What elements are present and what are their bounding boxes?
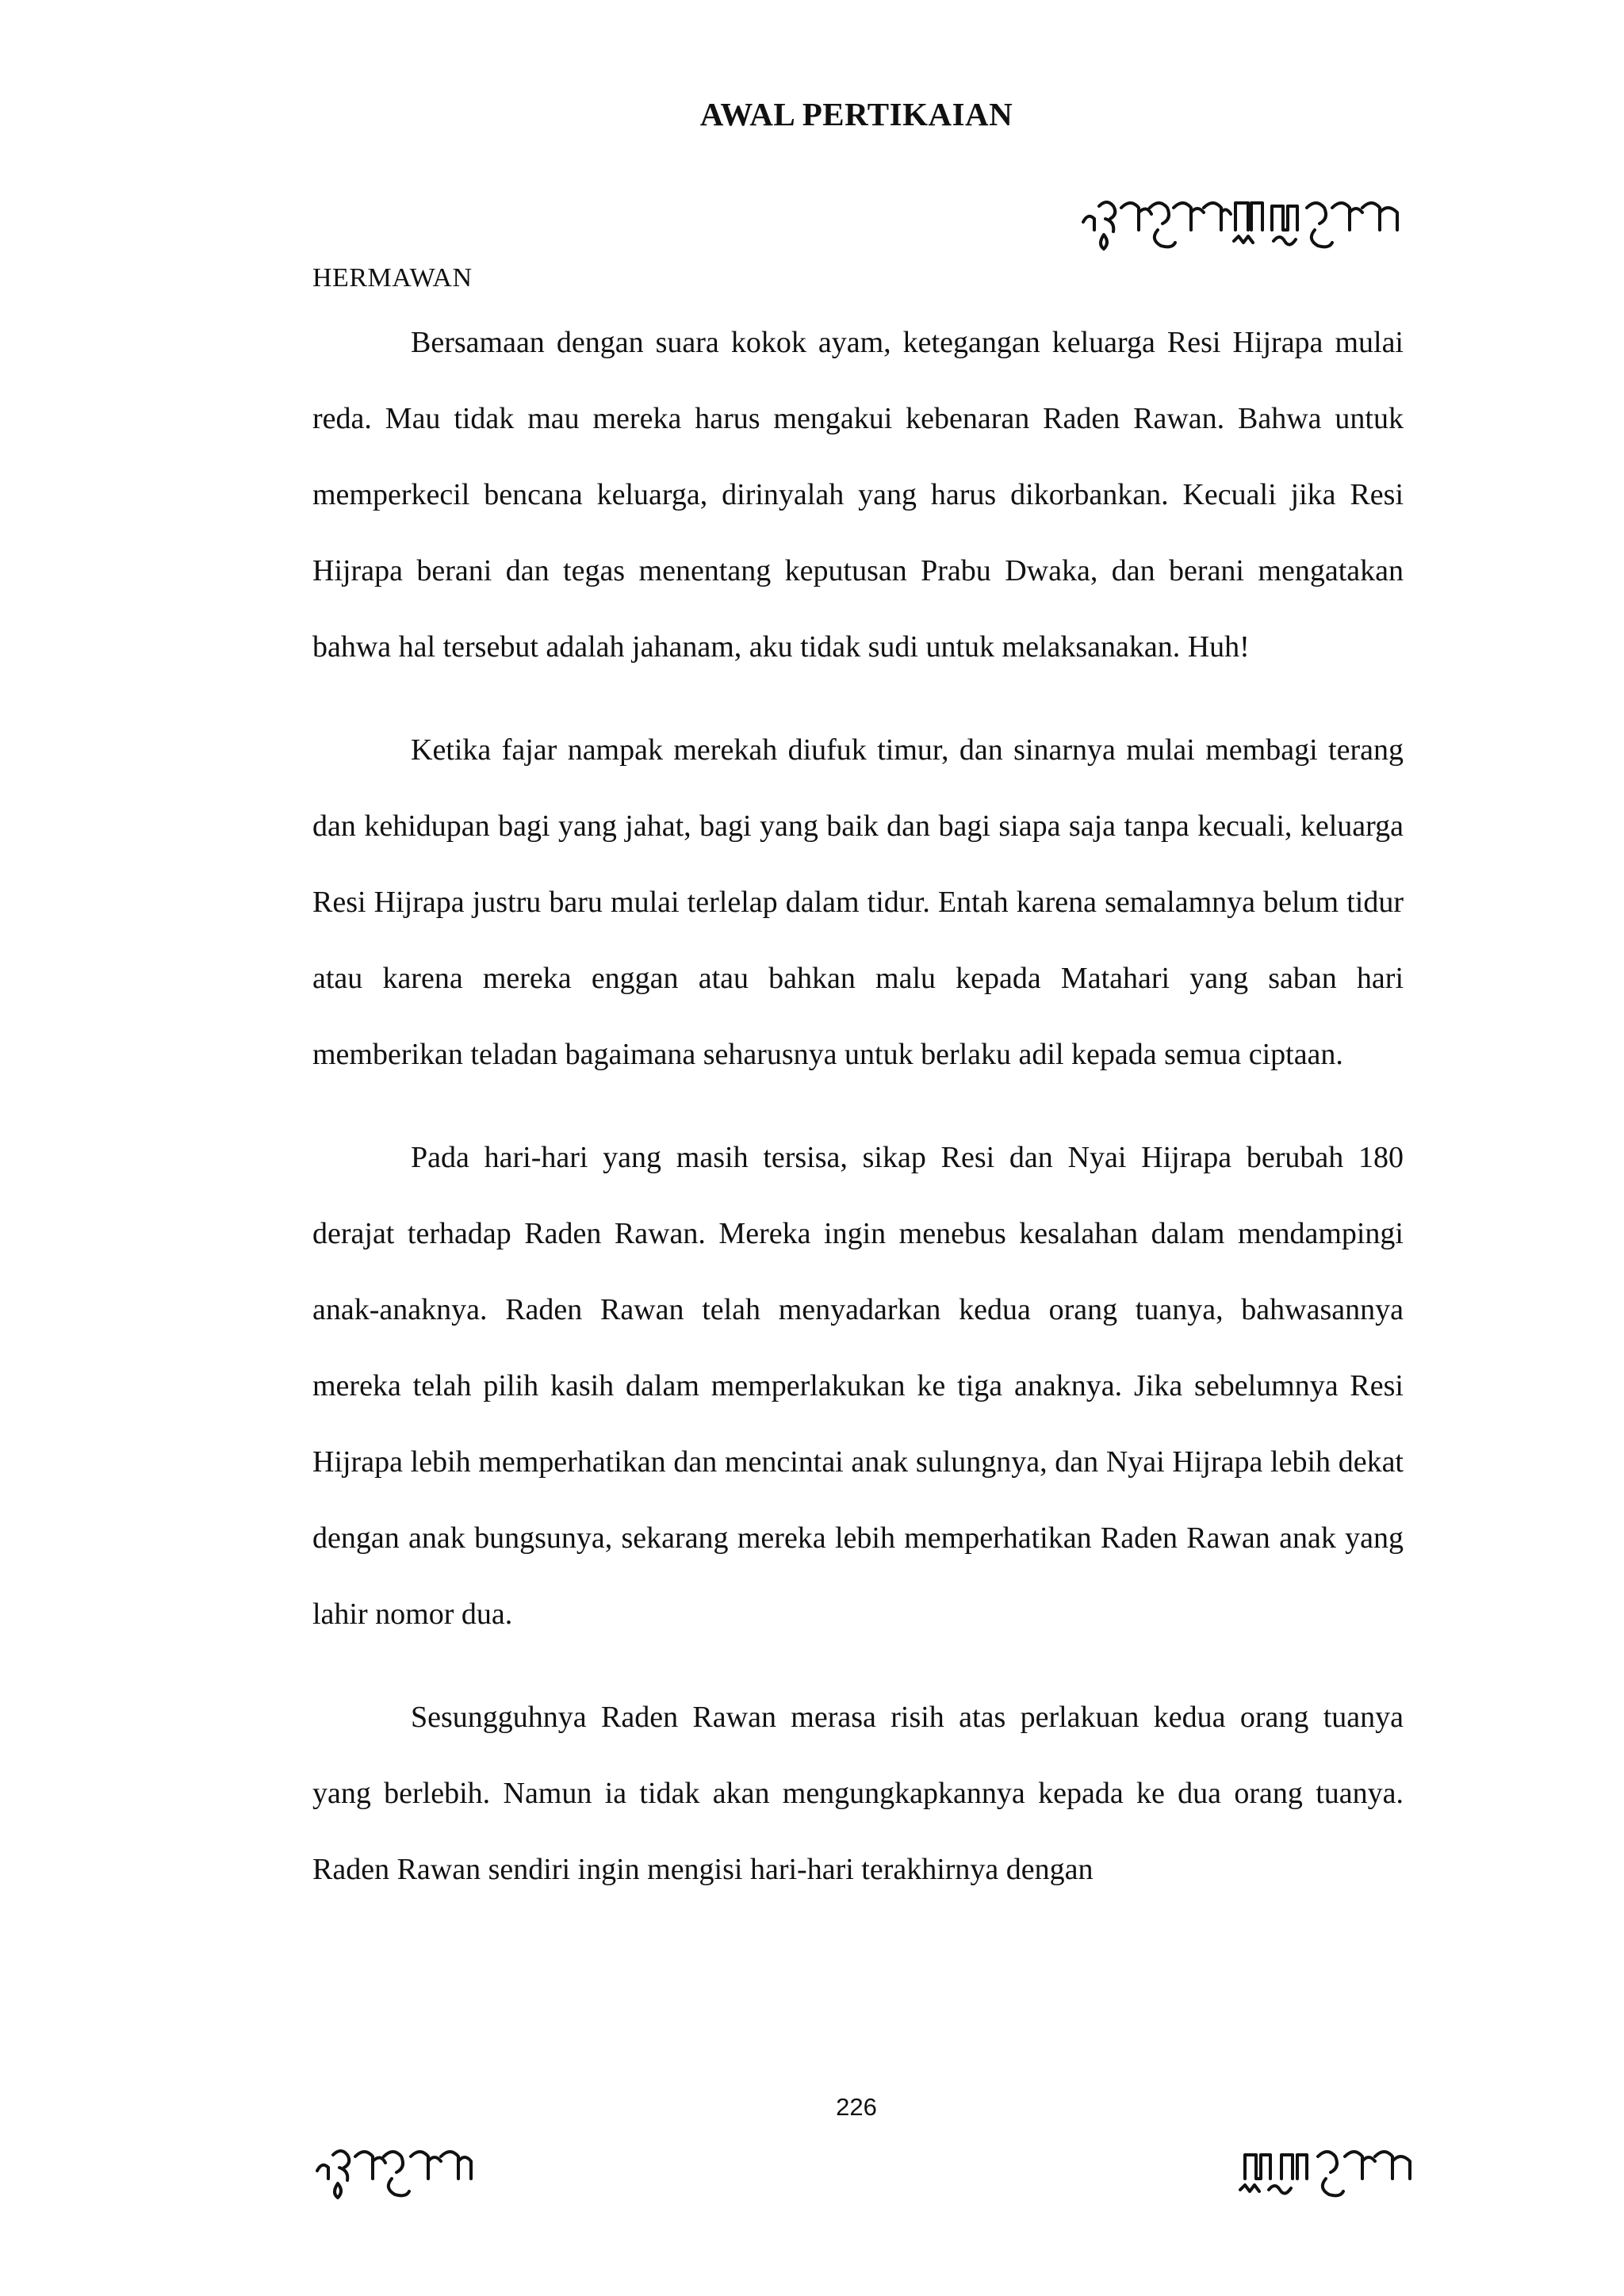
story-paragraph: Pada hari-hari yang masih tersisa, sikap Resi dan Nyai Hijrapa berubah 180 derajat terhadap Raden Rawan. Mereka ingin menebus kesalahan dalam mendampingi anak-anaknya. Raden Rawan telah menyadarkan kedua orang tuanya, bahwasannya mereka telah pilih kasih dalam memperlakukan ke tiga anaknya. Jika sebelumnya Resi Hijrapa lebih memperhatikan dan mencintai anak sulungnya, dan Nyai Hijrapa lebih dekat dengan anak bungsunya, sekarang mereka lebih memperhatikan Raden Rawan anak yang lahir nomor dua.	[312, 1141, 1404, 1631]
story-paragraph: Sesungguhnya Raden Rawan merasa risih atas perlakuan kedua orang tuanya yang berlebih. Namun ia tidak akan mengungkapkannya kepada ke dua orang tuanya. Raden Rawan sendiri ingin mengisi hari-hari terakhirnya dengan	[312, 1701, 1404, 1886]
page-number: 226	[836, 2093, 877, 2121]
story-paragraph: Bersamaan dengan suara kokok ayam, ketegangan keluarga Resi Hijrapa mulai reda. Mau tidak mau mereka harus mengakui kebenaran Raden Rawan. Bahwa untuk memperkecil bencana keluarga, dirinyalah yang harus dikorbankan. Kecuali jika Resi Hijrapa berani dan tegas menentang keputusan Prabu Dwaka, dan berani mengatakan bahwa hal tersebut adalah jahanam, aku tidak sudi untuk melaksanakan. Huh!	[312, 326, 1404, 664]
footer-left-script-ornament-icon	[314, 2141, 496, 2204]
story-paragraph: Ketika fajar nampak merekah diufuk timur, dan sinarnya mulai membagi terang dan kehidupan bagi yang jahat, bagi yang baik dan bagi siapa saja tanpa kecuali, keluarga Resi Hijrapa justru baru mulai terlelap dalam tidur. Entah karena semalamnya belum tidur atau karena mereka enggan atau bahkan malu kepada Matahari yang saban hari memberikan teladan bagaimana seharusnya untuk berlaku adil kepada semua ciptaan.	[312, 733, 1404, 1071]
story-body	[312, 304, 1404, 1934]
footer-right-script-ornament-icon	[1234, 2141, 1416, 2204]
header-script-ornament-icon	[1080, 189, 1405, 260]
page-title: AWAL PERTIKAIAN	[699, 96, 1013, 132]
author-name: HERMAWAN	[312, 263, 473, 293]
